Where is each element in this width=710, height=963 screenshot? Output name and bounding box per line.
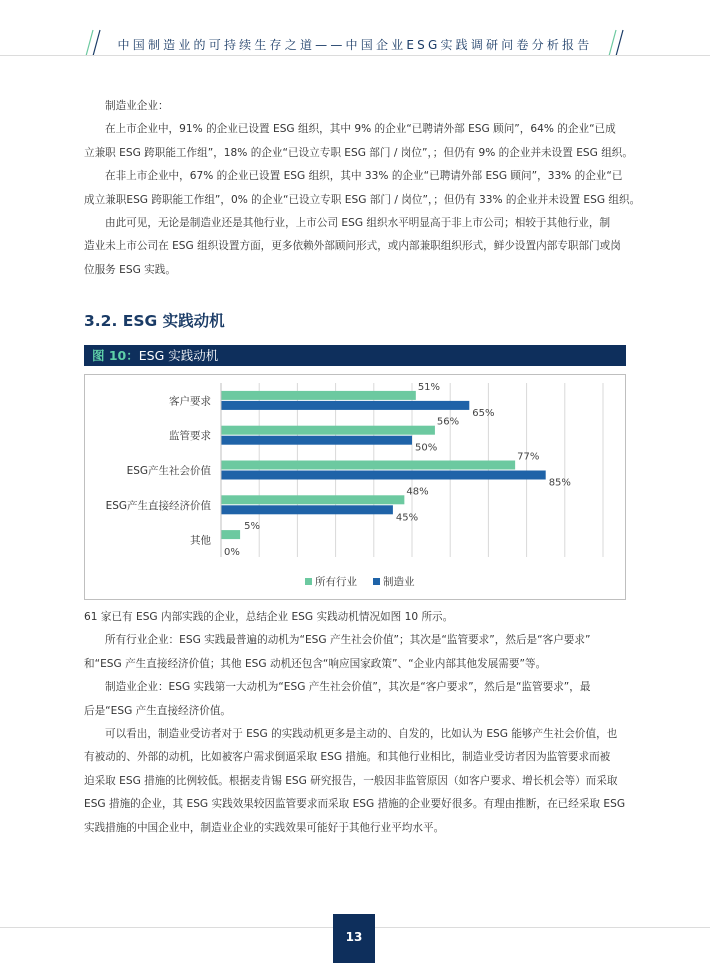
body-p3-line4: 实践措施的中国企业中，制造业企业的实践效果可能好于其他行业平均水平。: [84, 821, 445, 834]
bar: [221, 461, 515, 470]
intro-p3-line2: 位服务 ESG 实践。: [84, 263, 176, 276]
category-label: ESG产生社会价值: [126, 465, 211, 477]
bar: [221, 495, 404, 504]
header-divider: [0, 55, 710, 56]
data-label: 65%: [472, 407, 495, 419]
data-label: 48%: [406, 486, 429, 498]
intro-p2-line1: 成立兼职ESG 跨职能工作组”，0% 的企业“已设立专职 ESG 部门 / 岗位”，；但仍有 33% 的企业并未设置 ESG 组织。: [84, 193, 641, 206]
data-label: 51%: [417, 381, 441, 393]
intro-p3-line0: 由此可见，无论是制造业还是其他行业，上市公司 ESG 组织水平明显高于非上市公司；相较于其他行业，制: [105, 216, 611, 229]
bar: [221, 530, 240, 539]
body-p1-line1: 和“ESG 产生直接经济价值；其他 ESG 动机还包含“响应国家政策”、“企业内部其他发展需要”等。: [84, 657, 547, 670]
header-slash-right-icon: [607, 28, 627, 58]
legend-label: 制造业: [383, 576, 415, 588]
body-text: [84, 606, 626, 840]
figure-number: 图 10：: [92, 348, 139, 363]
data-label: 45%: [395, 512, 419, 524]
body-p2-line1: 后是“ESG 产生直接经济价值。: [84, 704, 232, 717]
data-label: 0%: [224, 547, 240, 559]
body-p3-line2: 迫采取 ESG 措施的比例较低。根据麦肯锡 ESG 研究报告，一般因非监管原因（如客户要求、增长机会等）而采取: [84, 774, 618, 787]
data-label: 85%: [548, 477, 571, 489]
category-label: ESG产生直接经济价值: [105, 499, 211, 512]
data-label: 50%: [415, 442, 438, 454]
data-label: 77%: [517, 451, 540, 463]
data-label: 56%: [436, 416, 460, 428]
legend-label: 所有行业: [315, 576, 357, 588]
category-label: 监管要求: [169, 430, 211, 443]
figure-caption-bar: [84, 345, 626, 366]
data-label: 5%: [244, 521, 260, 533]
bar: [221, 401, 469, 410]
intro-p1-line0: 在上市企业中，91% 的企业已设置 ESG 组织，其中 9% 的企业“已聘请外部 ESG 顾问”，64% 的企业“已成: [105, 123, 616, 136]
body-p3-line0: 可以看出，制造业受访者对于 ESG 的实践动机更多是主动的、自发的，比如认为 ESG 能够产生社会价值，也: [105, 727, 618, 740]
category-label: 其他: [190, 534, 211, 547]
section-title: 3.2. ESG 实践动机: [84, 312, 225, 330]
bar: [221, 391, 416, 400]
body-p0-line0: 61 家已有 ESG 内部实践的企业，总结企业 ESG 实践动机情况如图 10 所示。: [84, 611, 454, 623]
bar: [221, 471, 546, 480]
body-p3-line3: ESG 措施的企业，其 ESG 实践效果较因监管要求而采取 ESG 措施的企业要好很多。有理由推断，在已经采取 ESG: [84, 798, 626, 811]
page-header: [0, 0, 710, 58]
body-p3-line1: 有被动的、外部的动机，比如被客户需求倒逼采取 ESG 措施。和其他行业相比，制造业受访者因为监管要求而被: [84, 751, 611, 764]
intro-p2-line0: 在非上市企业中，67% 的企业已设置 ESG 组织，其中 33% 的企业“已聘请外部 ESG 顾问”，33% 的企业“已: [105, 170, 623, 183]
bar: [221, 505, 393, 514]
bar-chart: [85, 375, 625, 599]
header-title: 中国制造业的可持续生存之道——中国企业ESG实践调研问卷分析报告: [117, 38, 593, 52]
category-label: 客户要求: [169, 395, 211, 408]
page-number: 13: [333, 914, 375, 963]
legend-swatch: [305, 578, 312, 585]
body-p1-line0: 所有行业企业：ESG 实践最普遍的动机为“ESG 产生社会价值”；其次是“监管要求”，然后是“客户要求”: [105, 634, 591, 647]
bar: [221, 426, 435, 435]
intro-p0-line0: 制造业企业：: [105, 100, 169, 112]
chart-frame: [84, 374, 626, 600]
intro-text: [84, 95, 641, 282]
body-p2-line0: 制造业企业：ESG 实践第一大动机为“ESG 产生社会价值”，其次是“客户要求”，然后是“监管要求”，最: [105, 681, 591, 694]
figure-title: ESG 实践动机: [138, 348, 219, 363]
intro-p3-line1: 造业未上市公司在 ESG 组织设置方面，更多依赖外部顾问形式，或内部兼职组织形式，鲜少设置内部专职部门或岗: [84, 240, 621, 253]
intro-p1-line1: 立兼职 ESG 跨职能工作组”，18% 的企业“已设立专职 ESG 部门 / 岗位”，；但仍有 9% 的企业并未设置 ESG 组织。: [84, 146, 633, 159]
bar: [221, 436, 412, 445]
legend-swatch: [373, 578, 380, 585]
